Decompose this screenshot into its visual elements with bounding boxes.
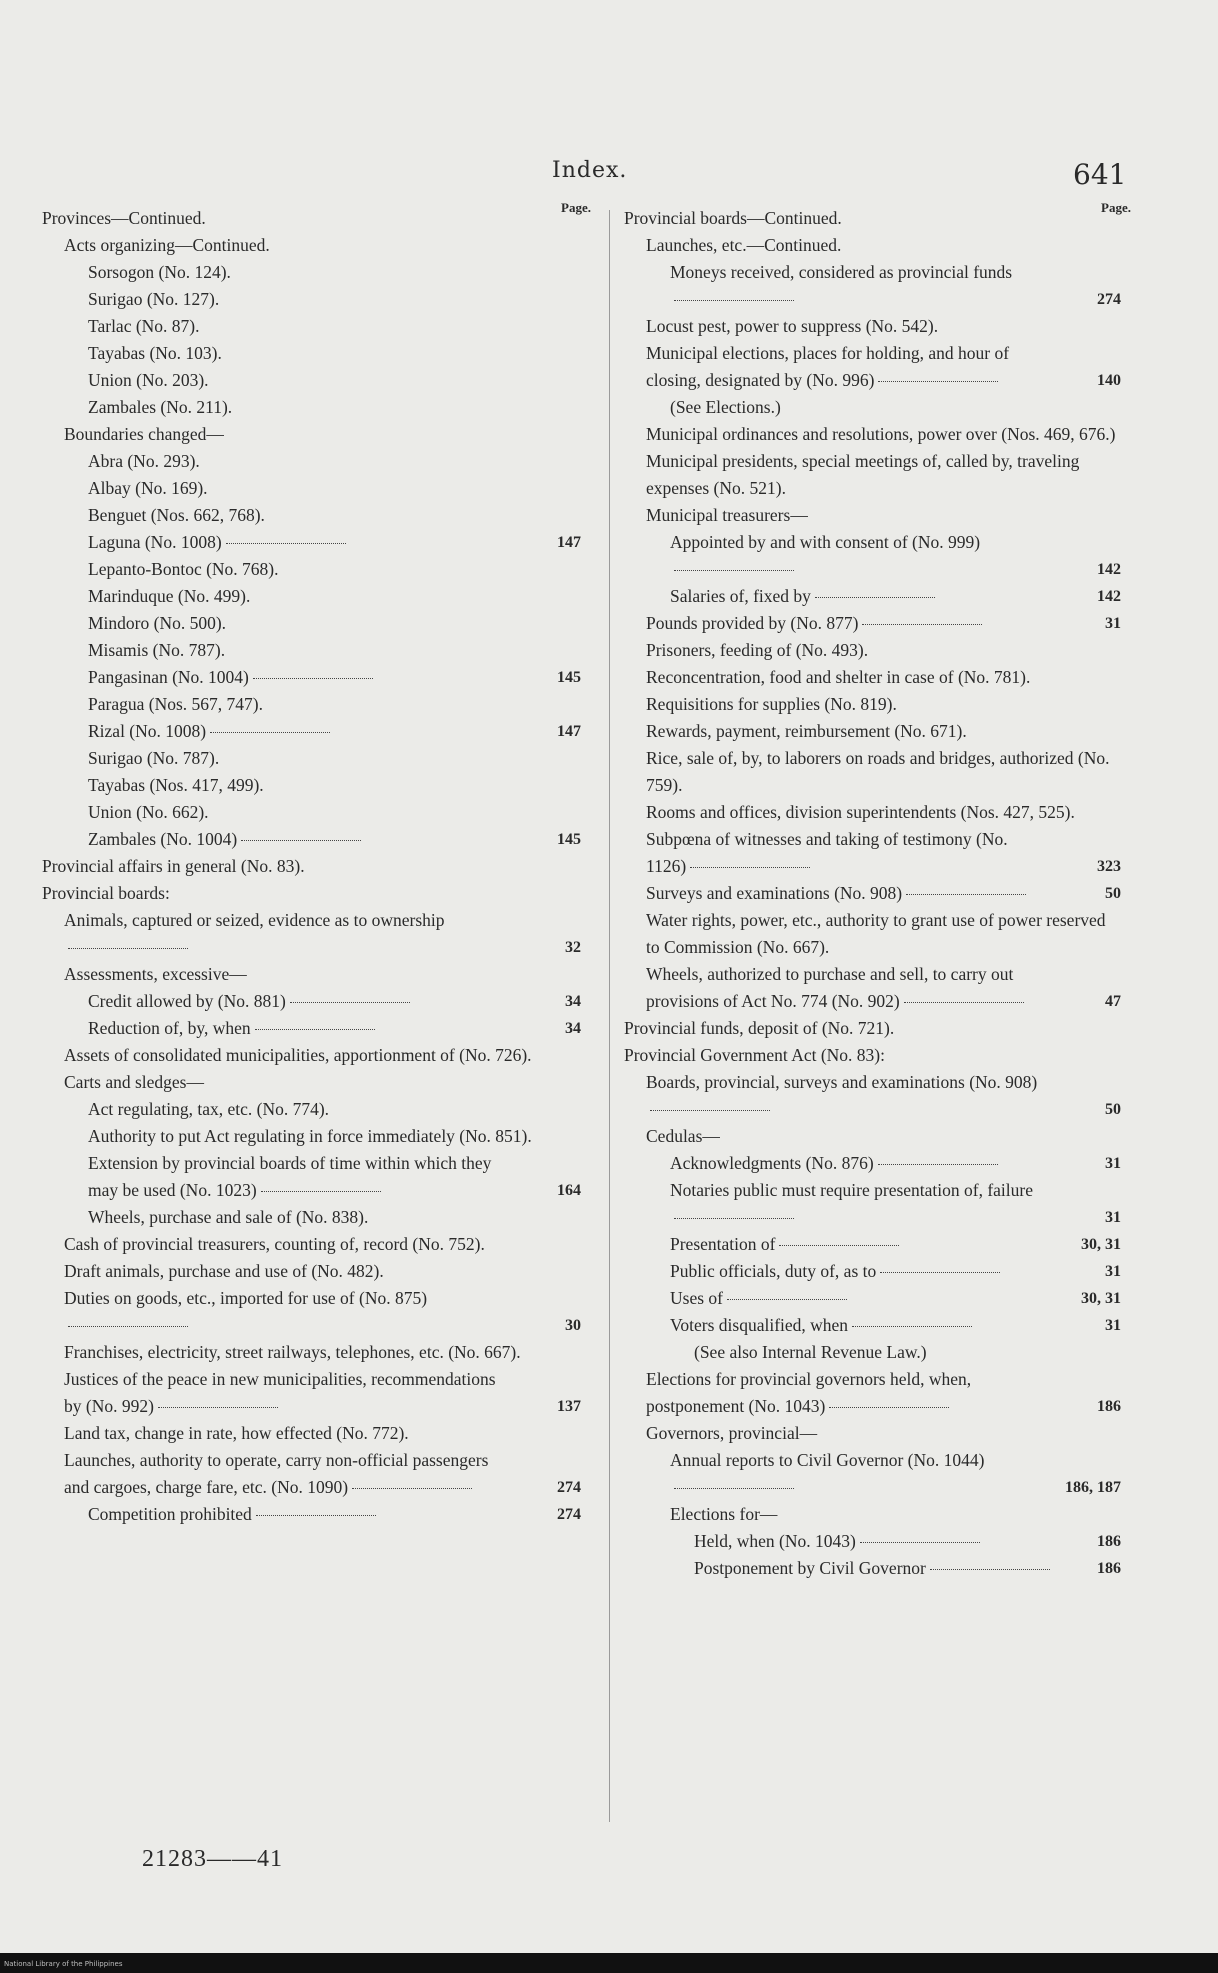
index-entry-page: 31	[1105, 1155, 1121, 1172]
index-entry-text: Paragua (Nos. 567, 747).	[88, 694, 263, 714]
index-entry-page: 142	[1097, 561, 1121, 578]
index-entry	[618, 691, 1121, 718]
dot-leader	[727, 1299, 847, 1300]
index-entry-text: Mindoro (No. 500).	[88, 613, 227, 633]
index-entry	[36, 1420, 581, 1447]
index-entry	[36, 1069, 581, 1096]
index-entry-page: 47	[1105, 993, 1121, 1010]
dot-leader	[880, 1272, 1000, 1273]
index-entry-text: Water rights, power, etc., authority to grant use of power reserved to Commission (No. 667).	[646, 910, 1106, 957]
index-entry-text: Rooms and offices, division superintendents (Nos. 427, 525).	[646, 802, 1075, 822]
index-entry	[618, 718, 1121, 745]
index-entry-text: Municipal ordinances and resolutions, power over (Nos. 469, 676.)	[646, 424, 1116, 444]
index-entry-text: Marinduque (No. 499).	[88, 586, 251, 606]
index-entry-page: 186	[1097, 1398, 1121, 1415]
index-entry	[618, 232, 1121, 259]
index-entry-text: Franchises, electricity, street railways, telephones, etc. (No. 667).	[64, 1342, 521, 1362]
index-entry	[618, 799, 1121, 826]
index-entry-text: Uses of	[670, 1285, 1051, 1312]
index-entry-text: Provincial boards—Continued.	[624, 208, 842, 228]
index-entry	[36, 1447, 581, 1501]
index-entry-text: Tayabas (No. 103).	[88, 343, 222, 363]
index-entry	[36, 637, 581, 664]
index-entry-text: (See also Internal Revenue Law.)	[694, 1342, 927, 1362]
page-header-title: Index.	[552, 158, 628, 183]
index-entry-text: Reconcentration, food and shelter in case of (No. 781).	[646, 667, 1031, 687]
index-entry-text: Launches, authority to operate, carry non-official passengers and cargoes, charge fare, etc. (No. 1090)	[64, 1450, 489, 1497]
index-entry-text: Launches, etc.—Continued.	[646, 235, 842, 255]
dot-leader	[779, 1245, 899, 1246]
index-entry-text: Laguna (No. 1008)	[88, 529, 511, 556]
index-entry-text: Elections for—	[670, 1504, 778, 1524]
index-entry-text: Locust pest, power to suppress (No. 542).	[646, 316, 939, 336]
index-entry	[36, 1231, 581, 1258]
dot-leader	[690, 867, 810, 868]
index-entry	[36, 907, 581, 961]
index-entry	[618, 313, 1121, 340]
index-entry	[36, 1123, 581, 1150]
index-entry-text: Postponement by Civil Governor	[694, 1555, 1051, 1582]
index-entry	[36, 1204, 581, 1231]
index-entry-text: Municipal presidents, special meetings of, called by, traveling expenses (No. 521).	[646, 451, 1080, 498]
dot-leader	[860, 1542, 980, 1543]
index-entry-page: 50	[1105, 1101, 1121, 1118]
index-entry-text: Acknowledgments (No. 876)	[670, 1150, 1051, 1177]
index-entry	[36, 259, 581, 286]
index-entry-text: Zambales (No. 1004)	[88, 826, 511, 853]
index-entry-text: Abra (No. 293).	[88, 451, 200, 471]
dot-leader	[674, 1488, 794, 1489]
page-number: 641	[1073, 158, 1127, 191]
index-entry	[618, 394, 1121, 421]
index-entry	[36, 448, 581, 475]
index-entry-text: Elections for provincial governors held, when, postponement (No. 1043)	[646, 1369, 972, 1416]
index-entry	[36, 340, 581, 367]
index-entry-page: 323	[1097, 858, 1121, 875]
index-entry-text: Rewards, payment, reimbursement (No. 671).	[646, 721, 967, 741]
index-entry-text: Pangasinan (No. 1004)	[88, 664, 511, 691]
index-entry-page: 30, 31	[1081, 1290, 1121, 1307]
index-entry-text: Municipal treasurers—	[646, 505, 808, 525]
dot-leader	[241, 840, 361, 841]
dot-leader	[674, 1218, 794, 1219]
signature-mark: 21283——41	[142, 1846, 283, 1872]
index-entry-text: Governors, provincial—	[646, 1423, 818, 1443]
index-entry-text: Surveys and examinations (No. 908)	[646, 880, 1051, 907]
index-entry-page: 186	[1097, 1560, 1121, 1577]
index-entry-text: Union (No. 203).	[88, 370, 209, 390]
dot-leader	[352, 1488, 472, 1489]
index-entry	[36, 232, 581, 259]
dot-leader	[68, 948, 188, 949]
dot-leader	[674, 570, 794, 571]
index-entry-text: Carts and sledges—	[64, 1072, 204, 1092]
scan-strip	[0, 1953, 1218, 1973]
index-entry-page: 140	[1097, 372, 1121, 389]
dot-leader	[68, 1326, 188, 1327]
index-entry	[618, 1015, 1121, 1042]
index-entry-text: Cedulas—	[646, 1126, 720, 1146]
dot-leader	[261, 1191, 381, 1192]
index-entry-text: Credit allowed by (No. 881)	[88, 988, 511, 1015]
index-entry	[36, 1501, 581, 1528]
index-entry	[36, 1015, 581, 1042]
index-entry	[618, 1555, 1121, 1582]
index-entry	[36, 529, 581, 556]
index-entry	[618, 1231, 1121, 1258]
dot-leader	[210, 732, 330, 733]
index-entry-text: Reduction of, by, when	[88, 1015, 511, 1042]
dot-leader	[650, 1110, 770, 1111]
index-entry	[36, 961, 581, 988]
index-entry-text: Subpœna of witnesses and taking of testimony (No. 1126)	[646, 829, 1008, 876]
index-entry-text: Salaries of, fixed by	[670, 583, 1051, 610]
dot-leader	[852, 1326, 972, 1327]
index-entry	[36, 772, 581, 799]
index-entry-text: (See Elections.)	[670, 397, 781, 417]
index-entry	[36, 421, 581, 448]
column-divider	[609, 210, 610, 1822]
index-entry	[618, 1069, 1121, 1123]
index-entry-text: Wheels, purchase and sale of (No. 838).	[88, 1207, 369, 1227]
index-entry-text: Boards, provincial, surveys and examinations (No. 908)	[646, 1069, 1051, 1123]
index-entry	[618, 1177, 1121, 1231]
index-entry	[36, 313, 581, 340]
index-entry-text: Zambales (No. 211).	[88, 397, 233, 417]
index-entry	[36, 1339, 581, 1366]
index-entry-text: Surigao (No. 127).	[88, 289, 220, 309]
index-entry	[36, 718, 581, 745]
index-entry	[36, 1258, 581, 1285]
index-entry-text: Extension by provincial boards of time within which they may be used (No. 1023)	[88, 1153, 492, 1200]
page-column-label: Page.	[1101, 200, 1131, 215]
index-entry	[36, 1150, 581, 1204]
index-entry-text: Provincial funds, deposit of (No. 721).	[624, 1018, 895, 1038]
index-entry-text: Acts organizing—Continued.	[64, 235, 270, 255]
index-entry	[36, 664, 581, 691]
index-entry-text: Provinces—Continued.	[42, 208, 206, 228]
index-entry-text: Sorsogon (No. 124).	[88, 262, 231, 282]
index-entry	[36, 502, 581, 529]
index-entry	[36, 394, 581, 421]
index-entry-page: 147	[557, 723, 581, 740]
index-entry-page: 30	[565, 1317, 581, 1334]
index-entry-text: Moneys received, considered as provincial funds	[670, 259, 1051, 313]
index-entry	[618, 448, 1121, 502]
index-entry-text: Provincial boards:	[42, 883, 170, 903]
index-entry	[618, 880, 1121, 907]
index-entry-page: 164	[557, 1182, 581, 1199]
index-entry-text: Rice, sale of, by, to laborers on roads and bridges, authorized (No. 759).	[646, 748, 1110, 795]
index-entry	[36, 1366, 581, 1420]
dot-leader	[862, 624, 982, 625]
index-entry-text: Provincial Government Act (No. 83):	[624, 1045, 885, 1065]
index-entry	[618, 421, 1121, 448]
index-entry-text: Held, when (No. 1043)	[694, 1528, 1051, 1555]
index-entry-text: Rizal (No. 1008)	[88, 718, 511, 745]
index-entry	[618, 583, 1121, 610]
index-entry-text: Assessments, excessive—	[64, 964, 247, 984]
index-entry	[618, 745, 1121, 799]
index-entry-page: 31	[1105, 1209, 1121, 1226]
index-entry	[36, 1285, 581, 1339]
index-entry-page: 137	[557, 1398, 581, 1415]
index-entry-page: 147	[557, 534, 581, 551]
index-entry-page: 34	[565, 1020, 581, 1037]
index-entry-text: Pounds provided by (No. 877)	[646, 610, 1051, 637]
index-entry-text: Land tax, change in rate, how effected (No. 772).	[64, 1423, 409, 1443]
index-entry	[618, 1339, 1121, 1366]
index-entry	[618, 1447, 1121, 1501]
index-entry	[618, 340, 1121, 394]
index-entry-text: Surigao (No. 787).	[88, 748, 220, 768]
index-entry	[618, 1366, 1121, 1420]
index-entry	[36, 583, 581, 610]
index-entry	[36, 826, 581, 853]
index-entry-page: 274	[557, 1479, 581, 1496]
index-entry-text: Requisitions for supplies (No. 819).	[646, 694, 897, 714]
index-entry	[36, 853, 581, 880]
index-entry-page: 31	[1105, 1263, 1121, 1280]
index-entry-page: 186, 187	[1065, 1479, 1121, 1496]
index-entry-text: Animals, captured or seized, evidence as to ownership	[64, 907, 511, 961]
dot-leader	[878, 1164, 998, 1165]
index-entry	[618, 1501, 1121, 1528]
index-entry-text: Tarlac (No. 87).	[88, 316, 200, 336]
index-entry	[618, 205, 1121, 232]
dot-leader	[904, 1002, 1024, 1003]
index-entry	[618, 961, 1121, 1015]
index-entry	[618, 1042, 1121, 1069]
scan-credit: National Library of the Philippines	[4, 1960, 123, 1968]
index-entry	[618, 1150, 1121, 1177]
index-entry-text: Provincial affairs in general (No. 83).	[42, 856, 305, 876]
index-entry-text: Act regulating, tax, etc. (No. 774).	[88, 1099, 330, 1119]
index-entry-text: Annual reports to Civil Governor (No. 1044)	[670, 1447, 1051, 1501]
index-entry-page: 31	[1105, 1317, 1121, 1334]
index-entry-text: Lepanto-Bontoc (No. 768).	[88, 559, 279, 579]
index-entry-text: Municipal elections, places for holding, and hour of closing, designated by (No. 996)	[646, 343, 1010, 390]
index-entry-text: Prisoners, feeding of (No. 493).	[646, 640, 869, 660]
index-entry-text: Presentation of	[670, 1231, 1051, 1258]
index-entry	[618, 529, 1121, 583]
index-entry-text: Misamis (No. 787).	[88, 640, 226, 660]
index-entry-text: Notaries public must require presentation of, failure	[670, 1177, 1051, 1231]
index-entry	[618, 1285, 1121, 1312]
index-entry	[36, 880, 581, 907]
dot-leader	[930, 1569, 1050, 1570]
index-entry-text: Wheels, authorized to purchase and sell, to carry out provisions of Act No. 774 (No. 902)	[646, 961, 1051, 1015]
dot-leader	[290, 1002, 410, 1003]
index-entry	[36, 1042, 581, 1069]
dot-leader	[906, 894, 1026, 895]
index-entry-text: Authority to put Act regulating in force immediately (No. 851).	[88, 1126, 532, 1146]
index-entry	[618, 1312, 1121, 1339]
index-entry	[36, 691, 581, 718]
index-entry-page: 50	[1105, 885, 1121, 902]
index-entry	[36, 1096, 581, 1123]
index-entry	[36, 745, 581, 772]
index-entry-text: Public officials, duty of, as to	[670, 1258, 1051, 1285]
dot-leader	[158, 1407, 278, 1408]
index-entry-page: 142	[1097, 588, 1121, 605]
index-entry-text: Tayabas (Nos. 417, 499).	[88, 775, 264, 795]
index-entry	[618, 502, 1121, 529]
index-entry-page: 274	[1097, 291, 1121, 308]
index-entry-page: 186	[1097, 1533, 1121, 1550]
index-column-right	[618, 200, 1131, 1582]
index-entry-page: 274	[557, 1506, 581, 1523]
dot-leader	[878, 381, 998, 382]
index-entry-page: 30, 31	[1081, 1236, 1121, 1253]
index-entry-text: Duties on goods, etc., imported for use of (No. 875)	[64, 1285, 511, 1339]
dot-leader	[829, 1407, 949, 1408]
index-entry-text: Assets of consolidated municipalities, apportionment of (No. 726).	[64, 1045, 532, 1065]
index-entry-page: 31	[1105, 615, 1121, 632]
index-entry-page: 34	[565, 993, 581, 1010]
index-entry	[36, 556, 581, 583]
dot-leader	[253, 678, 373, 679]
index-entry-text: Union (No. 662).	[88, 802, 209, 822]
index-entry	[618, 610, 1121, 637]
index-entry-text: Voters disqualified, when	[670, 1312, 1051, 1339]
index-entry	[36, 799, 581, 826]
index-entry-page: 145	[557, 831, 581, 848]
index-entry-text: Benguet (Nos. 662, 768).	[88, 505, 265, 525]
index-entry	[618, 1258, 1121, 1285]
dot-leader	[226, 543, 346, 544]
index-entry	[618, 1123, 1121, 1150]
index-entry	[36, 475, 581, 502]
index-entry-text: Appointed by and with consent of (No. 999)	[670, 529, 1051, 583]
index-entry	[618, 907, 1121, 961]
index-entry-text: Albay (No. 169).	[88, 478, 208, 498]
dot-leader	[256, 1515, 376, 1516]
dot-leader	[674, 300, 794, 301]
index-entry	[36, 286, 581, 313]
dot-leader	[255, 1029, 375, 1030]
page-column-label: Page.	[561, 200, 591, 215]
index-entry	[36, 610, 581, 637]
index-entry-page: 145	[557, 669, 581, 686]
index-entry	[618, 637, 1121, 664]
index-entry-text: Justices of the peace in new municipalities, recommendations by (No. 992)	[64, 1369, 496, 1416]
index-entry	[618, 259, 1121, 313]
index-entry-text: Boundaries changed—	[64, 424, 224, 444]
index-entry	[36, 205, 581, 232]
index-entry-text: Competition prohibited	[88, 1501, 511, 1528]
index-entry	[618, 664, 1121, 691]
index-column-left	[36, 200, 591, 1528]
index-entry-text: Draft animals, purchase and use of (No. 482).	[64, 1261, 384, 1281]
index-entry	[618, 1528, 1121, 1555]
index-entry	[36, 367, 581, 394]
index-entry	[36, 988, 581, 1015]
index-entry-text: Cash of provincial treasurers, counting of, record (No. 752).	[64, 1234, 485, 1254]
index-entry-page: 32	[565, 939, 581, 956]
index-entry	[618, 1420, 1121, 1447]
index-entry	[618, 826, 1121, 880]
dot-leader	[815, 597, 935, 598]
